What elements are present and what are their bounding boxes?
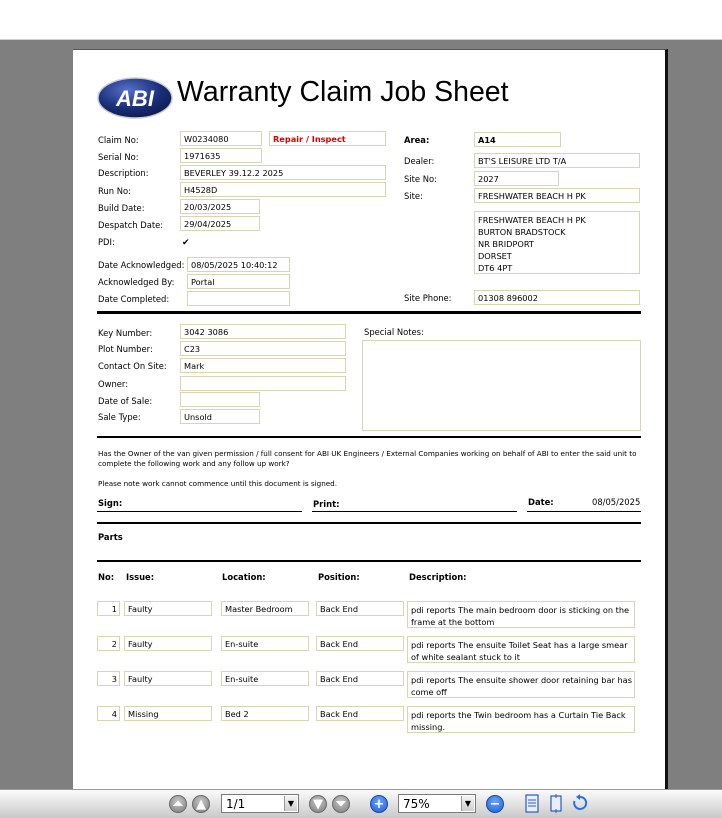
print-line[interactable] xyxy=(312,511,517,512)
part-description: pdi reports The main bedroom door is sticking on the frame at the bottom xyxy=(407,601,635,628)
parts-heading: Parts xyxy=(98,532,123,542)
zoom-in-icon[interactable]: + xyxy=(370,795,388,813)
parts-col-no: No: xyxy=(98,572,115,582)
consent-question: Has the Owner of the van given permission / full consent for ABI UK Engineers / External Companies working on behalf of ABI to enter the said unit to complete the following work and any follow up work? xyxy=(98,449,637,468)
sign-line[interactable] xyxy=(97,511,302,512)
next-page-icon[interactable]: ▼ xyxy=(309,795,327,813)
sale-type-label: Sale Type: xyxy=(98,412,141,422)
zoom-out-icon[interactable]: − xyxy=(486,795,504,813)
build-date-field: 20/03/2025 xyxy=(180,199,260,214)
contact-on-site-label: Contact On Site: xyxy=(98,361,167,371)
page-number-value: 1/1 xyxy=(226,797,246,811)
sign-label: Sign: xyxy=(98,498,123,508)
address-line: BURTON BRADSTOCK xyxy=(478,227,566,237)
address-line: DORSET xyxy=(478,251,512,261)
run-no-field: H4528D xyxy=(180,182,386,197)
previous-page-icon[interactable]: ▲ xyxy=(192,795,210,813)
first-page-icon[interactable]: ⏶ xyxy=(169,795,187,813)
part-no: 3 xyxy=(97,671,120,686)
sale-type-field: Unsold xyxy=(180,409,260,424)
despatch-date-field: 29/04/2025 xyxy=(180,216,260,231)
section-divider xyxy=(97,436,641,438)
part-location: En-suite xyxy=(221,636,309,651)
site-no-label: Site No: xyxy=(404,174,437,184)
fit-width-icon[interactable] xyxy=(524,794,540,813)
date-acknowledged-field: 08/05/2025 10:40:12 xyxy=(187,257,290,272)
part-issue: Missing xyxy=(124,706,212,721)
svg-text:ABI: ABI xyxy=(116,86,154,111)
serial-no-field: 1971635 xyxy=(180,148,262,163)
last-page-icon[interactable]: ⏷ xyxy=(332,795,350,813)
date-of-sale-label: Date of Sale: xyxy=(98,396,153,406)
address-line: DT6 4PT xyxy=(478,263,513,273)
date-label: Date: xyxy=(528,497,554,507)
site-no-field: 2027 xyxy=(474,171,559,186)
site-address-field xyxy=(474,211,640,274)
part-no: 1 xyxy=(97,601,120,616)
viewer-toolbar xyxy=(0,789,722,818)
chevron-down-icon[interactable]: ▼ xyxy=(461,796,474,811)
fit-page-icon[interactable] xyxy=(548,794,564,813)
address-line: NR BRIDPORT xyxy=(478,239,534,249)
serial-no-label: Serial No: xyxy=(98,152,139,162)
pdi-label: PDI: xyxy=(98,237,115,247)
address-line: FRESHWATER BEACH H PK xyxy=(478,215,586,225)
section-divider xyxy=(97,522,641,524)
section-divider xyxy=(97,560,641,562)
part-description: pdi reports the Twin bedroom has a Curtain Tie Back missing. xyxy=(407,706,635,733)
owner-label: Owner: xyxy=(98,379,129,389)
zoom-value: 75% xyxy=(403,797,430,811)
parts-col-description: Description: xyxy=(409,572,467,582)
part-position: Back End xyxy=(316,601,404,616)
date-completed-field xyxy=(187,291,290,306)
part-location: Bed 2 xyxy=(221,706,309,721)
date-of-sale-field xyxy=(180,392,260,407)
special-notes-label: Special Notes: xyxy=(364,327,424,337)
owner-field xyxy=(180,376,346,391)
acknowledged-by-label: Acknowledged By: xyxy=(98,277,175,287)
part-description: pdi reports The ensuite shower door retaining bar has come off xyxy=(407,671,635,698)
site-phone-label: Site Phone: xyxy=(404,293,452,303)
site-field: FRESHWATER BEACH H PK xyxy=(474,188,640,203)
part-position: Back End xyxy=(316,671,404,686)
claim-no-field: W0234080 xyxy=(180,131,262,146)
parts-col-location: Location: xyxy=(222,572,266,582)
run-no-label: Run No: xyxy=(98,186,131,196)
key-number-field: 3042 3086 xyxy=(180,324,346,339)
contact-on-site-field: Mark xyxy=(180,358,346,373)
part-no: 4 xyxy=(97,706,120,721)
date-acknowledged-label: Date Acknowledged: xyxy=(98,260,185,270)
area-field: A14 xyxy=(474,132,561,147)
section-divider xyxy=(97,311,641,314)
key-number-label: Key Number: xyxy=(98,328,153,338)
viewer-top-bar xyxy=(0,0,722,40)
area-label: Area: xyxy=(404,135,430,145)
part-location: En-suite xyxy=(221,671,309,686)
despatch-date-label: Despatch Date: xyxy=(98,220,164,230)
zoom-select[interactable] xyxy=(398,794,476,813)
print-label: Print: xyxy=(313,499,340,509)
part-issue: Faulty xyxy=(124,636,212,651)
part-no: 2 xyxy=(97,636,120,651)
part-issue: Faulty xyxy=(124,671,212,686)
part-position: Back End xyxy=(316,706,404,721)
plot-number-label: Plot Number: xyxy=(98,344,153,354)
part-position: Back End xyxy=(316,636,404,651)
parts-col-issue: Issue: xyxy=(126,572,155,582)
consent-note: Please note work cannot commence until this document is signed. xyxy=(98,479,338,488)
date-completed-label: Date Completed: xyxy=(98,294,170,304)
date-line xyxy=(527,511,641,512)
site-phone-field: 01308 896002 xyxy=(474,290,640,305)
part-location: Master Bedroom xyxy=(221,601,309,616)
part-description: pdi reports The ensuite Toilet Seat has a large smear of white sealant stuck to it xyxy=(407,636,635,663)
description-field: BEVERLEY 39.12.2 2025 xyxy=(180,165,386,180)
page-number-select[interactable] xyxy=(221,794,299,813)
special-notes-field xyxy=(362,340,641,431)
site-label: Site: xyxy=(404,191,423,201)
document-page xyxy=(73,49,668,794)
description-label: Description: xyxy=(98,168,149,178)
rotate-icon[interactable] xyxy=(572,794,588,813)
chevron-down-icon[interactable]: ▼ xyxy=(284,796,297,811)
plot-number-field: C23 xyxy=(180,341,346,356)
sign-date-value: 08/05/2025 xyxy=(592,497,641,507)
dealer-field: BT'S LEISURE LTD T/A xyxy=(474,153,640,168)
parts-col-position: Position: xyxy=(318,572,360,582)
part-issue: Faulty xyxy=(124,601,212,616)
abi-logo xyxy=(97,77,173,119)
page-title: Warranty Claim Job Sheet xyxy=(177,76,509,108)
claim-no-label: Claim No: xyxy=(98,135,139,145)
acknowledged-by-field: Portal xyxy=(187,274,290,289)
build-date-label: Build Date: xyxy=(98,203,145,213)
pdi-checkbox: ✔ xyxy=(182,238,190,248)
claim-type-field: Repair / Inspect xyxy=(269,131,386,146)
dealer-label: Dealer: xyxy=(404,156,435,166)
